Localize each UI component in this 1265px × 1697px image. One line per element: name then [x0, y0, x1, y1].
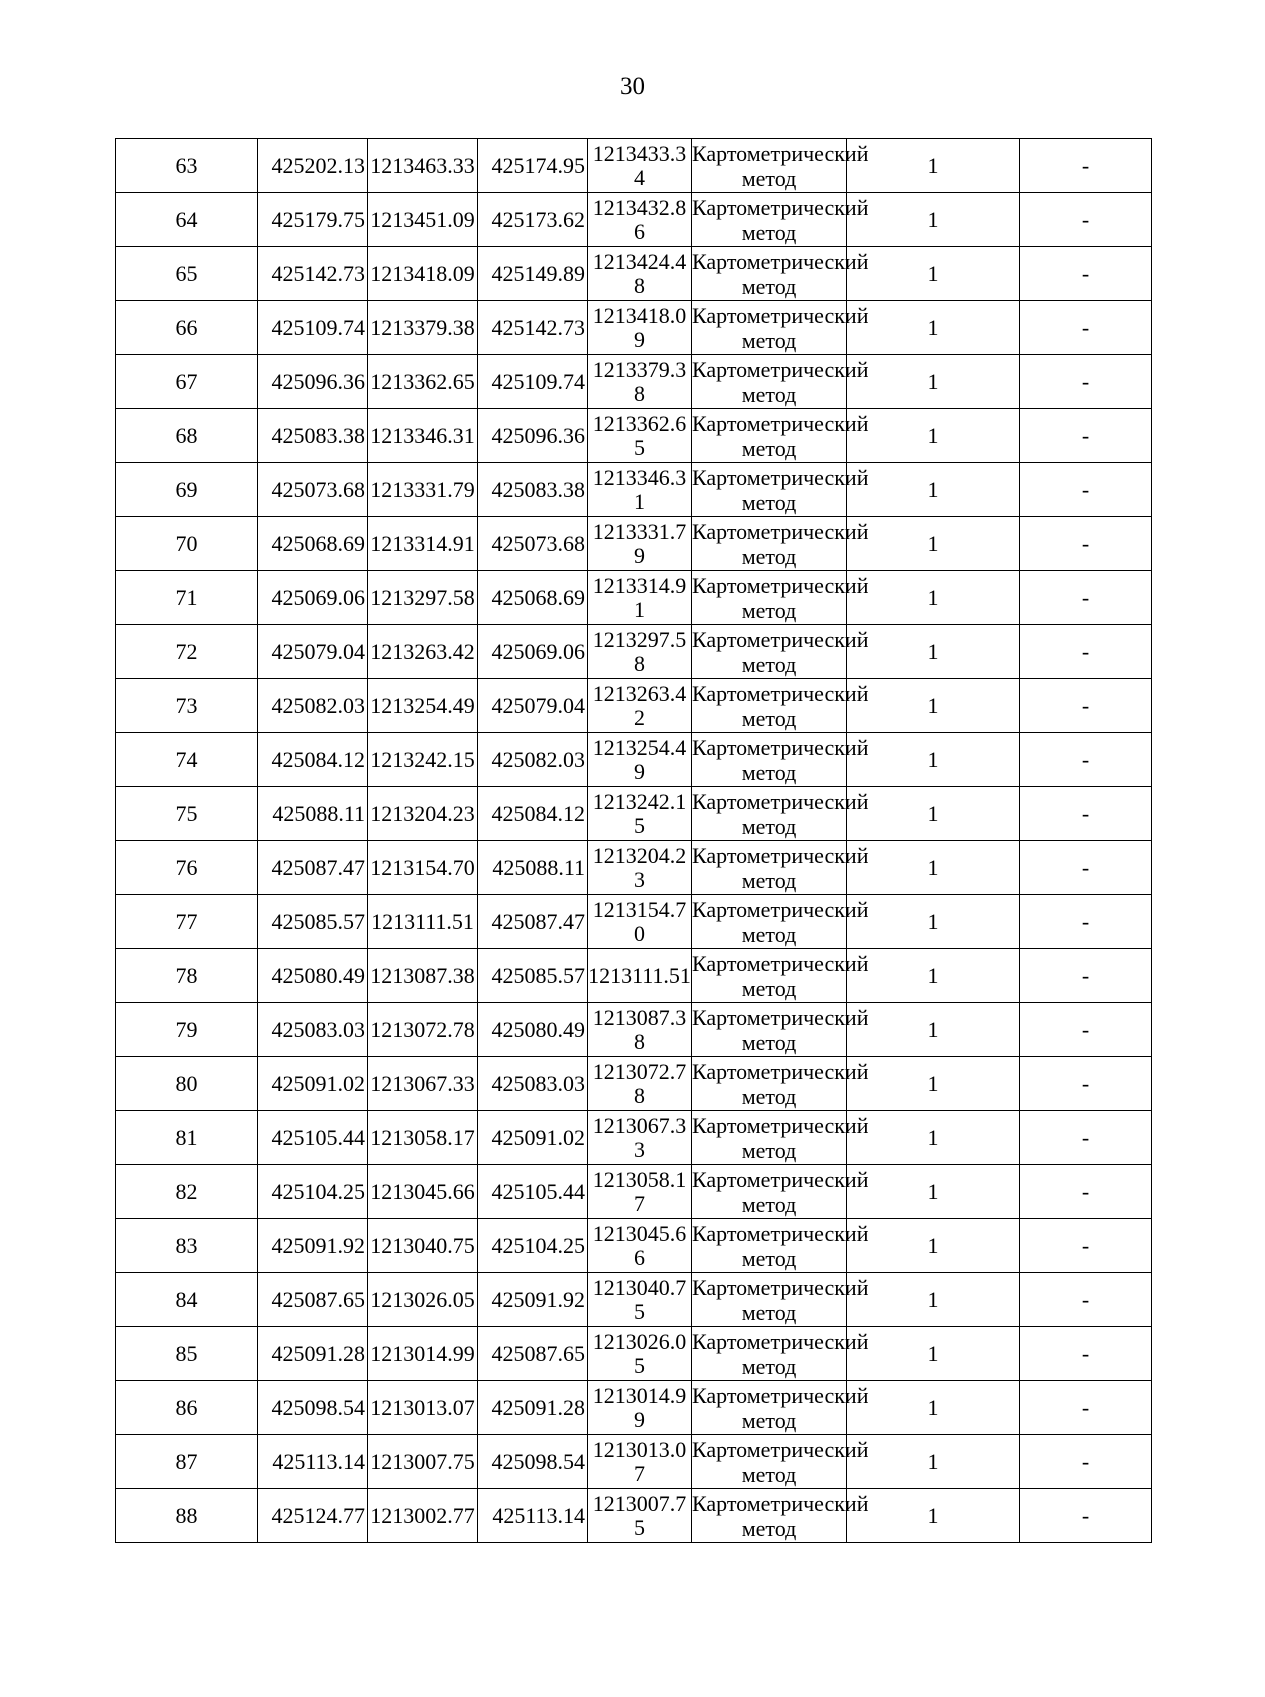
y-end-cell: 1213072.78	[588, 1057, 692, 1111]
table-row	[116, 301, 1152, 355]
method-cell: Картометрический метод	[692, 842, 869, 893]
x-end-cell: 425083.38	[478, 463, 588, 517]
method-cell: Картометрический метод	[692, 140, 869, 191]
y-end-cell: 1213087.38	[588, 1003, 692, 1057]
point-number-cell: 82	[116, 1165, 258, 1219]
method-cell: Картометрический метод	[692, 356, 869, 407]
y-start-cell: 1213418.09	[368, 247, 478, 301]
note-cell: -	[1020, 517, 1152, 571]
y-end-cell: 1213331.79	[588, 517, 692, 571]
method-cell: Картометрический метод	[692, 1004, 869, 1055]
y-start-cell: 1213204.23	[368, 787, 478, 841]
note-cell: -	[1020, 1057, 1152, 1111]
x-start-cell: 425084.12	[258, 733, 368, 787]
table-row	[116, 841, 1152, 895]
accuracy-cell: 1	[847, 247, 1020, 301]
note-cell: -	[1020, 1003, 1152, 1057]
table-row	[116, 1489, 1152, 1543]
y-start-cell: 1213067.33	[368, 1057, 478, 1111]
x-end-cell: 425068.69	[478, 571, 588, 625]
method-cell: Картометрический метод	[692, 572, 869, 623]
table-row	[116, 517, 1152, 571]
point-number-cell: 78	[116, 949, 258, 1003]
y-end-cell: 1213314.91	[588, 571, 692, 625]
x-start-cell: 425179.75	[258, 193, 368, 247]
table-row	[116, 1381, 1152, 1435]
point-number-cell: 81	[116, 1111, 258, 1165]
method-cell: Картометрический метод	[692, 626, 869, 677]
y-end-cell: 1213026.05	[588, 1327, 692, 1381]
x-start-cell: 425124.77	[258, 1489, 368, 1543]
x-start-cell: 425202.13	[258, 139, 368, 193]
accuracy-cell: 1	[847, 409, 1020, 463]
y-end-cell: 1213432.86	[588, 193, 692, 247]
y-end-cell: 1213007.75	[588, 1489, 692, 1543]
y-start-cell: 1213314.91	[368, 517, 478, 571]
x-start-cell: 425113.14	[258, 1435, 368, 1489]
point-number-cell: 83	[116, 1219, 258, 1273]
note-cell: -	[1020, 1273, 1152, 1327]
method-cell: Картометрический метод	[692, 1382, 869, 1433]
note-cell: -	[1020, 139, 1152, 193]
accuracy-cell: 1	[847, 733, 1020, 787]
table-row	[116, 247, 1152, 301]
method-cell: Картометрический метод	[692, 788, 869, 839]
note-cell: -	[1020, 787, 1152, 841]
note-cell: -	[1020, 247, 1152, 301]
y-end-cell: 1213040.75	[588, 1273, 692, 1327]
accuracy-cell: 1	[847, 463, 1020, 517]
accuracy-cell: 1	[847, 1435, 1020, 1489]
accuracy-cell: 1	[847, 841, 1020, 895]
method-cell: Картометрический метод	[692, 950, 869, 1001]
method-cell: Картометрический метод	[692, 248, 869, 299]
table-row	[116, 625, 1152, 679]
point-number-cell: 76	[116, 841, 258, 895]
note-cell: -	[1020, 841, 1152, 895]
table-row	[116, 679, 1152, 733]
y-start-cell: 1213072.78	[368, 1003, 478, 1057]
table-row	[116, 1219, 1152, 1273]
page-number: 30	[620, 73, 645, 100]
method-cell: Картометрический метод	[692, 1112, 869, 1163]
note-cell: -	[1020, 301, 1152, 355]
method-cell: Картометрический метод	[692, 1328, 869, 1379]
accuracy-cell: 1	[847, 1003, 1020, 1057]
method-cell: Картометрический метод	[692, 1274, 869, 1325]
y-end-cell: 1213263.42	[588, 679, 692, 733]
accuracy-cell: 1	[847, 1057, 1020, 1111]
x-end-cell: 425104.25	[478, 1219, 588, 1273]
accuracy-cell: 1	[847, 895, 1020, 949]
point-number-cell: 68	[116, 409, 258, 463]
accuracy-cell: 1	[847, 625, 1020, 679]
y-start-cell: 1213379.38	[368, 301, 478, 355]
table-row	[116, 409, 1152, 463]
y-end-cell: 1213418.09	[588, 301, 692, 355]
y-start-cell: 1213463.33	[368, 139, 478, 193]
note-cell: -	[1020, 463, 1152, 517]
point-number-cell: 69	[116, 463, 258, 517]
x-start-cell: 425080.49	[258, 949, 368, 1003]
x-start-cell: 425087.47	[258, 841, 368, 895]
table-row	[116, 1435, 1152, 1489]
x-start-cell: 425105.44	[258, 1111, 368, 1165]
coordinates-table	[115, 138, 1152, 1543]
y-start-cell: 1213087.38	[368, 949, 478, 1003]
y-end-cell: 1213154.70	[588, 895, 692, 949]
method-cell: Картометрический метод	[692, 302, 869, 353]
table-row	[116, 463, 1152, 517]
method-cell: Картометрический метод	[692, 518, 869, 569]
method-cell: Картометрический метод	[692, 464, 869, 515]
x-start-cell: 425083.38	[258, 409, 368, 463]
y-end-cell: 1213058.17	[588, 1165, 692, 1219]
x-end-cell: 425079.04	[478, 679, 588, 733]
y-end-cell: 1213013.07	[588, 1435, 692, 1489]
point-number-cell: 87	[116, 1435, 258, 1489]
x-start-cell: 425096.36	[258, 355, 368, 409]
point-number-cell: 70	[116, 517, 258, 571]
y-start-cell: 1213045.66	[368, 1165, 478, 1219]
y-end-cell: 1213379.38	[588, 355, 692, 409]
accuracy-cell: 1	[847, 1273, 1020, 1327]
accuracy-cell: 1	[847, 1381, 1020, 1435]
point-number-cell: 74	[116, 733, 258, 787]
y-start-cell: 1213013.07	[368, 1381, 478, 1435]
method-cell: Картометрический метод	[692, 410, 869, 461]
x-end-cell: 425069.06	[478, 625, 588, 679]
note-cell: -	[1020, 895, 1152, 949]
table-row	[116, 571, 1152, 625]
point-number-cell: 88	[116, 1489, 258, 1543]
accuracy-cell: 1	[847, 301, 1020, 355]
x-end-cell: 425091.02	[478, 1111, 588, 1165]
table-row	[116, 1057, 1152, 1111]
accuracy-cell: 1	[847, 1219, 1020, 1273]
note-cell: -	[1020, 571, 1152, 625]
x-end-cell: 425091.28	[478, 1381, 588, 1435]
x-end-cell: 425082.03	[478, 733, 588, 787]
note-cell: -	[1020, 733, 1152, 787]
x-end-cell: 425113.14	[478, 1489, 588, 1543]
table-row	[116, 1273, 1152, 1327]
y-end-cell: 1213254.49	[588, 733, 692, 787]
y-start-cell: 1213451.09	[368, 193, 478, 247]
y-start-cell: 1213040.75	[368, 1219, 478, 1273]
method-cell: Картометрический метод	[692, 1436, 869, 1487]
note-cell: -	[1020, 193, 1152, 247]
point-number-cell: 79	[116, 1003, 258, 1057]
method-cell: Картометрический метод	[692, 1220, 869, 1271]
table-row	[116, 193, 1152, 247]
point-number-cell: 71	[116, 571, 258, 625]
x-start-cell: 425069.06	[258, 571, 368, 625]
accuracy-cell: 1	[847, 679, 1020, 733]
point-number-cell: 75	[116, 787, 258, 841]
y-end-cell: 1213362.65	[588, 409, 692, 463]
table-row	[116, 1003, 1152, 1057]
x-start-cell: 425109.74	[258, 301, 368, 355]
accuracy-cell: 1	[847, 193, 1020, 247]
y-start-cell: 1213297.58	[368, 571, 478, 625]
y-start-cell: 1213362.65	[368, 355, 478, 409]
table-row	[116, 787, 1152, 841]
method-cell: Картометрический метод	[692, 194, 869, 245]
x-end-cell: 425084.12	[478, 787, 588, 841]
x-start-cell: 425142.73	[258, 247, 368, 301]
y-start-cell: 1213026.05	[368, 1273, 478, 1327]
accuracy-cell: 1	[847, 355, 1020, 409]
y-start-cell: 1213331.79	[368, 463, 478, 517]
x-end-cell: 425109.74	[478, 355, 588, 409]
x-start-cell: 425073.68	[258, 463, 368, 517]
x-end-cell: 425085.57	[478, 949, 588, 1003]
note-cell: -	[1020, 625, 1152, 679]
x-end-cell: 425091.92	[478, 1273, 588, 1327]
note-cell: -	[1020, 1165, 1152, 1219]
table-row	[116, 139, 1152, 193]
x-start-cell: 425088.11	[258, 787, 368, 841]
table-row	[116, 1165, 1152, 1219]
method-cell: Картометрический метод	[692, 734, 869, 785]
x-end-cell: 425088.11	[478, 841, 588, 895]
note-cell: -	[1020, 949, 1152, 1003]
point-number-cell: 67	[116, 355, 258, 409]
y-end-cell: 1213111.51	[588, 949, 692, 1003]
y-end-cell: 1213067.33	[588, 1111, 692, 1165]
table-row	[116, 1327, 1152, 1381]
point-number-cell: 86	[116, 1381, 258, 1435]
method-cell: Картометрический метод	[692, 896, 869, 947]
accuracy-cell: 1	[847, 1327, 1020, 1381]
x-start-cell: 425091.28	[258, 1327, 368, 1381]
point-number-cell: 73	[116, 679, 258, 733]
x-start-cell: 425082.03	[258, 679, 368, 733]
x-end-cell: 425073.68	[478, 517, 588, 571]
x-end-cell: 425087.47	[478, 895, 588, 949]
point-number-cell: 80	[116, 1057, 258, 1111]
y-start-cell: 1213154.70	[368, 841, 478, 895]
y-end-cell: 1213014.99	[588, 1381, 692, 1435]
accuracy-cell: 1	[847, 1111, 1020, 1165]
x-end-cell: 425174.95	[478, 139, 588, 193]
y-start-cell: 1213058.17	[368, 1111, 478, 1165]
x-start-cell: 425068.69	[258, 517, 368, 571]
x-start-cell: 425079.04	[258, 625, 368, 679]
method-cell: Картометрический метод	[692, 1058, 869, 1109]
note-cell: -	[1020, 355, 1152, 409]
accuracy-cell: 1	[847, 139, 1020, 193]
point-number-cell: 63	[116, 139, 258, 193]
x-start-cell: 425083.03	[258, 1003, 368, 1057]
y-start-cell: 1213014.99	[368, 1327, 478, 1381]
accuracy-cell: 1	[847, 571, 1020, 625]
point-number-cell: 85	[116, 1327, 258, 1381]
note-cell: -	[1020, 679, 1152, 733]
accuracy-cell: 1	[847, 1165, 1020, 1219]
table-row	[116, 949, 1152, 1003]
x-end-cell: 425087.65	[478, 1327, 588, 1381]
method-cell: Картометрический метод	[692, 1166, 869, 1217]
y-start-cell: 1213111.51	[368, 895, 478, 949]
point-number-cell: 65	[116, 247, 258, 301]
note-cell: -	[1020, 1327, 1152, 1381]
y-end-cell: 1213297.58	[588, 625, 692, 679]
accuracy-cell: 1	[847, 949, 1020, 1003]
x-end-cell: 425142.73	[478, 301, 588, 355]
x-end-cell: 425173.62	[478, 193, 588, 247]
y-end-cell: 1213242.15	[588, 787, 692, 841]
x-start-cell: 425098.54	[258, 1381, 368, 1435]
y-end-cell: 1213045.66	[588, 1219, 692, 1273]
x-start-cell: 425091.92	[258, 1219, 368, 1273]
note-cell: -	[1020, 409, 1152, 463]
y-end-cell: 1213204.23	[588, 841, 692, 895]
y-end-cell: 1213424.48	[588, 247, 692, 301]
x-end-cell: 425080.49	[478, 1003, 588, 1057]
y-start-cell: 1213007.75	[368, 1435, 478, 1489]
x-end-cell: 425098.54	[478, 1435, 588, 1489]
accuracy-cell: 1	[847, 517, 1020, 571]
table-row	[116, 1111, 1152, 1165]
y-start-cell: 1213263.42	[368, 625, 478, 679]
table-row	[116, 355, 1152, 409]
y-start-cell: 1213254.49	[368, 679, 478, 733]
table-row	[116, 733, 1152, 787]
x-start-cell: 425085.57	[258, 895, 368, 949]
method-cell: Картометрический метод	[692, 1490, 869, 1541]
method-cell: Картометрический метод	[692, 680, 869, 731]
table-row	[116, 895, 1152, 949]
y-start-cell: 1213002.77	[368, 1489, 478, 1543]
y-start-cell: 1213242.15	[368, 733, 478, 787]
x-end-cell: 425105.44	[478, 1165, 588, 1219]
x-start-cell: 425087.65	[258, 1273, 368, 1327]
x-start-cell: 425104.25	[258, 1165, 368, 1219]
note-cell: -	[1020, 1435, 1152, 1489]
note-cell: -	[1020, 1111, 1152, 1165]
y-start-cell: 1213346.31	[368, 409, 478, 463]
point-number-cell: 72	[116, 625, 258, 679]
accuracy-cell: 1	[847, 787, 1020, 841]
x-end-cell: 425083.03	[478, 1057, 588, 1111]
x-end-cell: 425096.36	[478, 409, 588, 463]
note-cell: -	[1020, 1381, 1152, 1435]
point-number-cell: 77	[116, 895, 258, 949]
y-end-cell: 1213346.31	[588, 463, 692, 517]
coordinates-table-body	[116, 139, 1152, 1543]
note-cell: -	[1020, 1489, 1152, 1543]
note-cell: -	[1020, 1219, 1152, 1273]
point-number-cell: 66	[116, 301, 258, 355]
point-number-cell: 84	[116, 1273, 258, 1327]
point-number-cell: 64	[116, 193, 258, 247]
accuracy-cell: 1	[847, 1489, 1020, 1543]
x-end-cell: 425149.89	[478, 247, 588, 301]
x-start-cell: 425091.02	[258, 1057, 368, 1111]
y-end-cell: 1213433.34	[588, 139, 692, 193]
